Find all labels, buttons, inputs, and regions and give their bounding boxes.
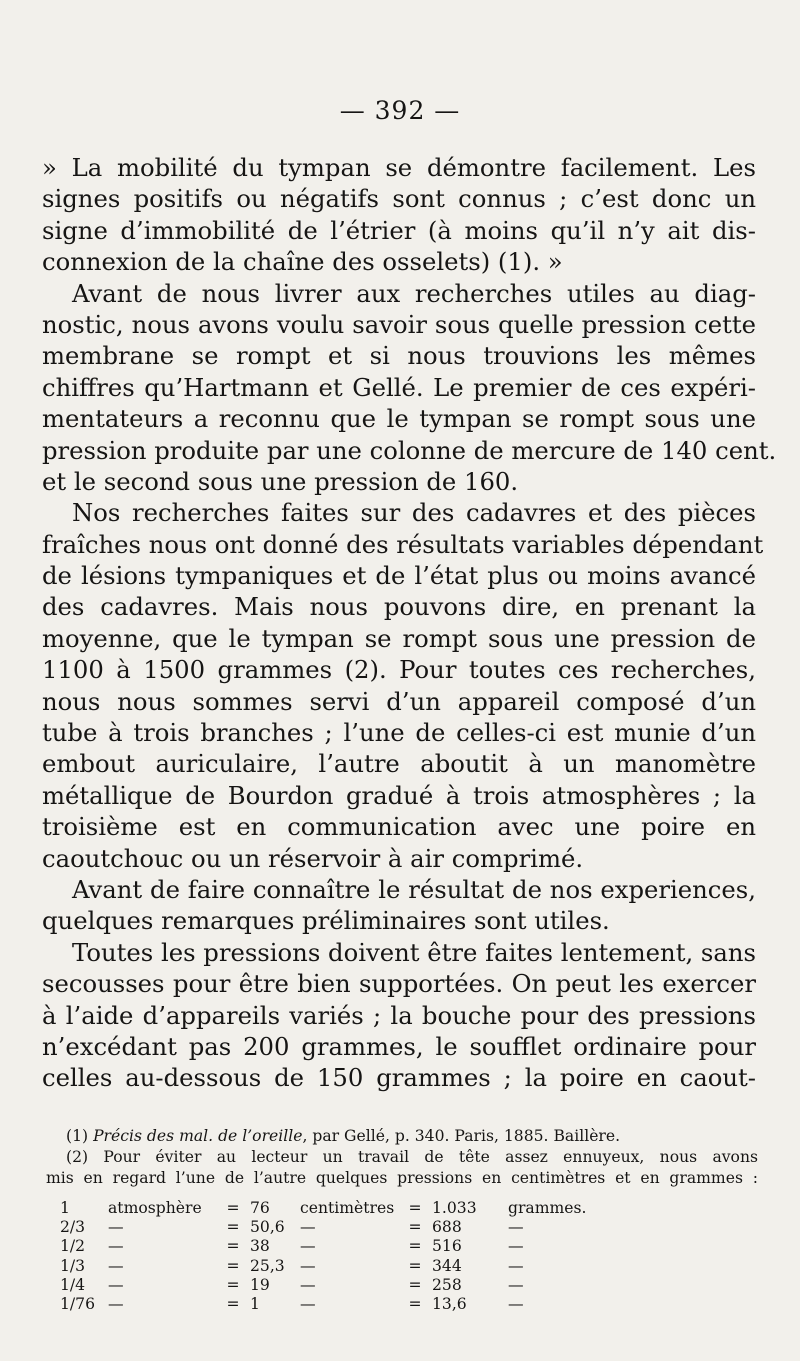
conversion-row xyxy=(60,1237,598,1256)
conversion-cell: 344 xyxy=(432,1256,462,1275)
text-line: n’excédant pas 200 grammes, le soufflet ordinaire pour xyxy=(42,1031,756,1061)
text-line: et le second sous une pression de 160. xyxy=(42,466,519,496)
text-line: signes positifs ou négatifs sont connus ; c’est donc un xyxy=(42,184,756,214)
conversion-cell: 1 xyxy=(250,1295,260,1314)
conversion-cell: 25,3 xyxy=(250,1256,285,1275)
page-number: — 392 — xyxy=(339,96,461,125)
conversion-cell: = xyxy=(408,1275,422,1294)
conversion-cell: = xyxy=(226,1275,240,1294)
text-line: pression produite par une colonne de mercure de 140 cent. xyxy=(42,435,777,465)
text-line: membrane se rompt et si nous trouvions les mêmes xyxy=(42,341,756,371)
conversion-cell: = xyxy=(408,1256,422,1275)
conversion-cell: — xyxy=(300,1295,316,1314)
conversion-cell: 1/2 xyxy=(60,1237,86,1256)
text-line: des cadavres. Mais nous pouvons dire, en prenant la xyxy=(42,592,756,622)
conversion-cell: 1/3 xyxy=(60,1256,86,1275)
conversion-cell: — xyxy=(300,1275,316,1294)
text-line: celles au-dessous de 150 grammes ; la poire en caout- xyxy=(42,1063,756,1093)
footnote-1-title: Précis des mal. de l’oreille xyxy=(93,1127,303,1145)
text-line: nous nous sommes servi d’un appareil composé d’un xyxy=(42,686,756,716)
conversion-cell: = xyxy=(226,1218,240,1237)
text-line: signe d’immobilité de l’étrier (à moins qu’il n’y ait dis- xyxy=(42,215,756,245)
text-line: caoutchouc ou un réservoir à air comprimé. xyxy=(42,843,584,873)
text-line: Avant de nous livrer aux recherches utiles au diag- xyxy=(72,278,756,308)
text-line: troisième est en communication avec une poire en xyxy=(42,812,756,842)
footnote-2-line: mis en regard l’une de l’autre quelques pressions en centimètres et en grammes : xyxy=(46,1169,758,1187)
text-line: moyenne, que le tympan se rompt sous une pression de xyxy=(42,623,756,653)
text-line: » La mobilité du tympan se démontre facilement. Les xyxy=(42,153,756,182)
text-line: métallique de Bourdon gradué à trois atmosphères ; la xyxy=(42,780,756,810)
conversion-cell: = xyxy=(408,1237,422,1256)
conversion-cell: — xyxy=(300,1237,316,1256)
body-text xyxy=(42,152,777,1094)
conversion-cell: = xyxy=(226,1295,240,1314)
text-line: de lésions tympaniques et de l’état plus ou moins avancé xyxy=(42,561,756,591)
conversion-cell: — xyxy=(508,1256,524,1275)
footnotes xyxy=(46,1126,758,1189)
text-line: à l’aide d’appareils variés ; la bouche pour des pressions xyxy=(42,1000,756,1030)
conversion-cell: atmosphère xyxy=(108,1199,202,1217)
conversion-cell: — xyxy=(508,1295,524,1314)
text-line: embout auriculaire, l’autre aboutit à un manomètre xyxy=(42,749,756,779)
conversion-cell: = xyxy=(226,1256,240,1275)
footnote-2-line: (2) Pour éviter au lecteur un travail de tête assez ennuyeux, nous avons xyxy=(66,1148,758,1166)
conversion-cell: centimètres xyxy=(300,1199,395,1217)
conversion-cell: = xyxy=(226,1199,240,1217)
conversion-cell: 19 xyxy=(250,1275,270,1294)
conversion-cell: 50,6 xyxy=(250,1218,285,1237)
conversion-cell: 516 xyxy=(432,1237,462,1256)
conversion-cell: — xyxy=(108,1237,124,1256)
footnote-1 xyxy=(46,1126,758,1147)
text-line: chiffres qu’Hartmann et Gellé. Le premier de ces expéri- xyxy=(42,372,756,402)
conversion-cell: 13,6 xyxy=(432,1295,467,1314)
conversion-cell: — xyxy=(108,1275,124,1294)
conversion-cell: — xyxy=(300,1256,316,1275)
conversion-cell: = xyxy=(408,1218,422,1237)
conversion-cell: = xyxy=(408,1295,422,1314)
conversion-cell: = xyxy=(408,1199,422,1217)
conversion-cell: — xyxy=(300,1218,316,1237)
text-line: quelques remarques préliminaires sont utiles. xyxy=(42,906,610,936)
conversion-cell: 38 xyxy=(250,1237,270,1256)
conversion-cell: = xyxy=(226,1237,240,1256)
conversion-cell: 1/4 xyxy=(60,1275,86,1294)
text-line: Nos recherches faites sur des cadavres et des pièces xyxy=(72,498,756,528)
conversion-cell: 688 xyxy=(432,1218,462,1237)
text-line: mentateurs a reconnu que le tympan se rompt sous une xyxy=(42,404,756,434)
conversion-cell: 2/3 xyxy=(60,1218,86,1237)
conversion-cell: 1/76 xyxy=(60,1295,96,1314)
pressure-conversion-table xyxy=(60,1199,598,1314)
conversion-cell: — xyxy=(108,1256,124,1275)
text-line: 1100 à 1500 grammes (2). Pour toutes ces recherches, xyxy=(42,655,756,685)
conversion-cell: — xyxy=(508,1237,524,1256)
conversion-cell: — xyxy=(508,1218,524,1237)
conversion-row xyxy=(60,1295,598,1314)
conversion-row xyxy=(60,1199,598,1218)
text-line: nostic, nous avons voulu savoir sous quelle pression cette xyxy=(42,309,756,339)
text-line: fraîches nous ont donné des résultats variables dépendant xyxy=(42,529,764,559)
text-line: Toutes les pressions doivent être faites lentement, sans xyxy=(72,937,756,967)
footnote-1-mark: (1) xyxy=(66,1127,89,1145)
text-line: tube à trois branches ; l’une de celles-ci est munie d’un xyxy=(42,718,756,748)
conversion-row xyxy=(60,1218,598,1237)
conversion-cell: 76 xyxy=(250,1199,270,1217)
conversion-cell: — xyxy=(108,1295,124,1314)
conversion-cell: 1 xyxy=(60,1199,70,1217)
conversion-cell: — xyxy=(508,1275,524,1294)
footnote-1-rest: , par Gellé, p. 340. Paris, 1885. Baillère. xyxy=(302,1127,621,1145)
conversion-cell: 258 xyxy=(432,1275,462,1294)
text-line: secousses pour être bien supportées. On peut les exercer xyxy=(42,969,756,999)
text-line: connexion de la chaîne des osselets) (1). » xyxy=(42,247,563,277)
text-line: Avant de faire connaître le résultat de nos experiences, xyxy=(72,874,756,904)
conversion-cell: — xyxy=(108,1218,124,1237)
conversion-cell: grammes. xyxy=(508,1199,587,1217)
conversion-row xyxy=(60,1276,598,1295)
conversion-row xyxy=(60,1257,598,1276)
conversion-cell: 1.033 xyxy=(432,1199,477,1217)
